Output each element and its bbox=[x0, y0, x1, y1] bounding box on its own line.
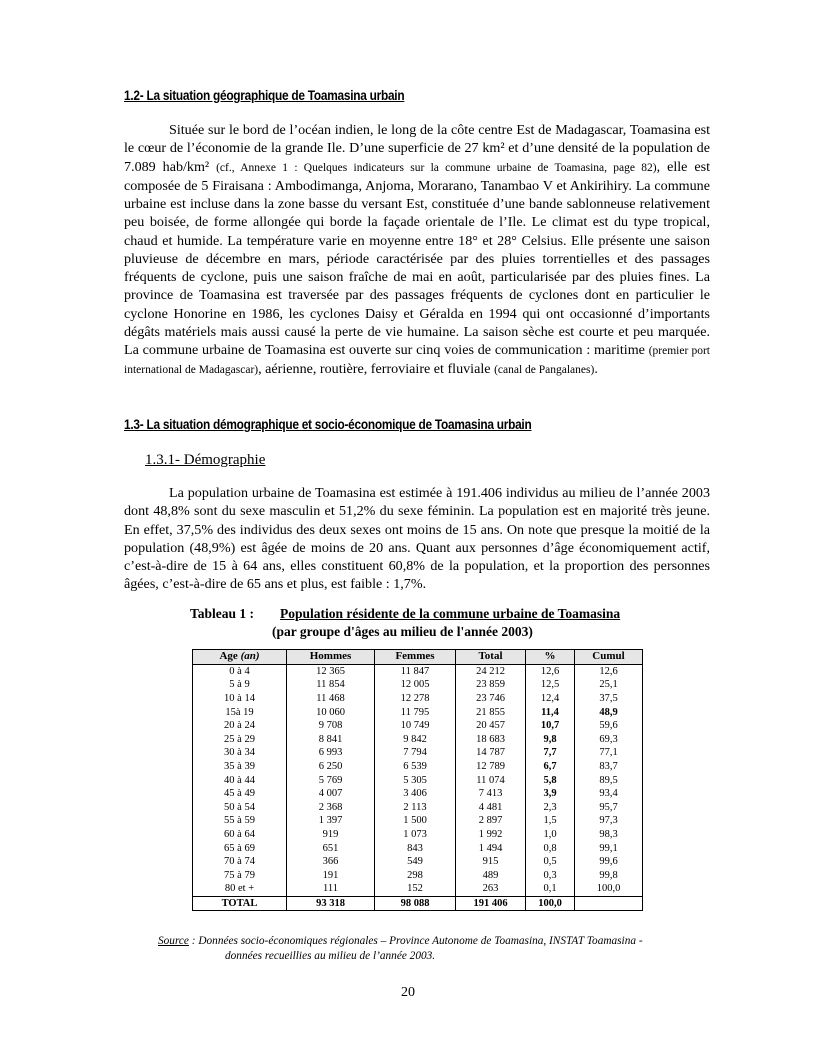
cell-percent: 0,5 bbox=[526, 855, 575, 869]
paragraph-text-mid: , aérienne, routière, ferroviaire et fluviale bbox=[258, 361, 495, 378]
cell-percent: 2,3 bbox=[526, 801, 575, 815]
cell-percent: 1,0 bbox=[526, 828, 575, 842]
cell-total: 23 746 bbox=[456, 692, 526, 706]
header-hommes: Hommes bbox=[287, 650, 375, 665]
cell-cumul: 89,5 bbox=[575, 773, 643, 787]
cell-femmes: 298 bbox=[375, 869, 456, 883]
table-row bbox=[193, 814, 643, 828]
table-row bbox=[193, 869, 643, 883]
cell-total: 1 992 bbox=[456, 828, 526, 842]
cell-cumul: 12,6 bbox=[575, 664, 643, 678]
cell-age: 35 à 39 bbox=[193, 760, 287, 774]
cell-hommes: 11 468 bbox=[287, 692, 375, 706]
cell-hommes: 5 769 bbox=[287, 773, 375, 787]
cell-total: 20 457 bbox=[456, 719, 526, 733]
cell-hommes: 191 bbox=[287, 869, 375, 883]
cell-total: 7 413 bbox=[456, 787, 526, 801]
table-body bbox=[193, 664, 643, 911]
note-maritime: (premier port international de Madagascar) bbox=[124, 345, 710, 377]
table-row bbox=[193, 760, 643, 774]
total-cell-age: TOTAL bbox=[193, 896, 287, 911]
section-heading-demographic: 1.3- La situation démographique et socio-économique de Toamasina urbain bbox=[124, 417, 532, 432]
cell-femmes: 549 bbox=[375, 855, 456, 869]
cell-cumul: 99,8 bbox=[575, 869, 643, 883]
table-row bbox=[193, 828, 643, 842]
cell-percent: 12,5 bbox=[526, 678, 575, 692]
source-label: Source bbox=[158, 935, 189, 947]
cell-femmes: 3 406 bbox=[375, 787, 456, 801]
cell-age: 50 à 54 bbox=[193, 801, 287, 815]
cell-age: 75 à 79 bbox=[193, 869, 287, 883]
population-table bbox=[192, 649, 643, 911]
cell-age: 70 à 74 bbox=[193, 855, 287, 869]
cell-percent: 0,1 bbox=[526, 882, 575, 896]
cell-total: 489 bbox=[456, 869, 526, 883]
table-row bbox=[193, 787, 643, 801]
cell-hommes: 6 250 bbox=[287, 760, 375, 774]
cell-age: 10 à 14 bbox=[193, 692, 287, 706]
cell-cumul: 25,1 bbox=[575, 678, 643, 692]
cell-total: 14 787 bbox=[456, 746, 526, 760]
table-row bbox=[193, 882, 643, 896]
cell-femmes: 843 bbox=[375, 841, 456, 855]
cell-femmes: 6 539 bbox=[375, 760, 456, 774]
subsection-heading-demography: 1.3.1- Démographie bbox=[145, 452, 266, 468]
cell-femmes: 11 847 bbox=[375, 664, 456, 678]
paragraph-geographic bbox=[124, 121, 710, 380]
cell-hommes: 651 bbox=[287, 841, 375, 855]
cell-hommes: 6 993 bbox=[287, 746, 375, 760]
cell-femmes: 10 749 bbox=[375, 719, 456, 733]
cell-cumul: 95,7 bbox=[575, 801, 643, 815]
cell-age: 45 à 49 bbox=[193, 787, 287, 801]
cell-cumul: 99,1 bbox=[575, 841, 643, 855]
cell-total: 4 481 bbox=[456, 801, 526, 815]
cell-percent: 6,7 bbox=[526, 760, 575, 774]
paragraph-text-cont: , elle est composée de 5 Firaisana : Ambodimanga, Anjoma, Morarano, Tanambao V et Ankirihiry. La commune urbaine est incluse dans la zone basse du versant Est, constituée d’une bande sablonneuse relativement peu boisée, de forme allongée qui borde la façade orientale de l’Ile. Le climat est du type tropical, chaud et humide. La température varie en moyenne entre 18° et 28° Celsius. Elle présente une saison pluvieuse de décembre en mars, période caractérisée par des pluies torrentielles et des passages fréquents de cyclone, puis une saison fraîche de mai en août, particularisée par des pluies fines. La province de Toamasina est traversée par des passages fréquents de cyclones dont en particulier le cyclone Honorine en 1986, les cyclones Daisy et Géralda en 1994 qui ont occasionné d’importants dégâts matériels mais aussi causé la perte de vie humaine. La saison sèche est courte et peu marquée. La commune urbaine de Toamasina est ouverte sur cinq voies de communication : maritime bbox=[124, 158, 710, 358]
cell-femmes: 11 795 bbox=[375, 705, 456, 719]
source-text: : Données socio-économiques régionales – Province Autonome de Toamasina, INSTAT Toamasina - bbox=[188, 935, 643, 947]
cell-femmes: 5 305 bbox=[375, 773, 456, 787]
total-cell-total: 191 406 bbox=[456, 896, 526, 911]
table-row bbox=[193, 664, 643, 678]
cell-percent: 12,4 bbox=[526, 692, 575, 706]
cell-age: 65 à 69 bbox=[193, 841, 287, 855]
cell-percent: 1,5 bbox=[526, 814, 575, 828]
cell-femmes: 12 278 bbox=[375, 692, 456, 706]
cell-hommes: 366 bbox=[287, 855, 375, 869]
header-total: Total bbox=[456, 650, 526, 665]
cell-total: 915 bbox=[456, 855, 526, 869]
cell-hommes: 11 854 bbox=[287, 678, 375, 692]
table-row bbox=[193, 746, 643, 760]
cell-percent: 3,9 bbox=[526, 787, 575, 801]
table-row bbox=[193, 705, 643, 719]
paragraph-demography bbox=[124, 484, 710, 594]
cell-hommes: 12 365 bbox=[287, 664, 375, 678]
cell-total: 11 074 bbox=[456, 773, 526, 787]
cell-total: 21 855 bbox=[456, 705, 526, 719]
cell-age: 25 à 29 bbox=[193, 733, 287, 747]
cell-cumul: 37,5 bbox=[575, 692, 643, 706]
cell-femmes: 9 842 bbox=[375, 733, 456, 747]
header-age: Age (an) bbox=[193, 650, 287, 665]
cell-hommes: 1 397 bbox=[287, 814, 375, 828]
table-row bbox=[193, 733, 643, 747]
cell-total: 263 bbox=[456, 882, 526, 896]
table-subtitle: (par groupe d'âges au milieu de l'année 2003) bbox=[272, 624, 533, 639]
cell-age: 40 à 44 bbox=[193, 773, 287, 787]
cell-hommes: 2 368 bbox=[287, 801, 375, 815]
cell-cumul: 77,1 bbox=[575, 746, 643, 760]
table-row bbox=[193, 855, 643, 869]
source-text-line2: données recueillies au milieu de l’année 2003. bbox=[225, 950, 436, 962]
cell-age: 0 à 4 bbox=[193, 664, 287, 678]
cell-age: 20 à 24 bbox=[193, 719, 287, 733]
cell-femmes: 7 794 bbox=[375, 746, 456, 760]
cell-total: 12 789 bbox=[456, 760, 526, 774]
cell-percent: 11,4 bbox=[526, 705, 575, 719]
cell-cumul: 59,6 bbox=[575, 719, 643, 733]
cell-age: 5 à 9 bbox=[193, 678, 287, 692]
cell-hommes: 919 bbox=[287, 828, 375, 842]
header-femmes: Femmes bbox=[375, 650, 456, 665]
cell-total: 24 212 bbox=[456, 664, 526, 678]
table-source bbox=[158, 934, 718, 964]
paragraph-text: La population urbaine de Toamasina est estimée à 191.406 individus au milieu de l’année 2003 dont 48,8% sont du sexe masculin et 51,2% du sexe féminin. La population est en majorité très jeune. En effet, 37,5% des individus des deux sexes ont moins de 15 ans. On note que presque la moitié de la population (48,9%) est âgée de moins de 20 ans. Quant aux personnes d’âge économiquement actif, c’est-à-dire de 15 à 64 ans, elles constituent 60,8% de la population, et la proportion des personnes âgées, c’est-à-dire de 65 ans et plus, est faible : 1,7%. bbox=[124, 485, 710, 593]
note-fluviale: (canal de Pangalanes) bbox=[494, 364, 595, 377]
table-row bbox=[193, 841, 643, 855]
total-cell-cumul bbox=[575, 896, 643, 911]
section-heading-geographic: 1.2- La situation géographique de Toamasina urbain bbox=[124, 88, 405, 103]
cell-femmes: 12 005 bbox=[375, 678, 456, 692]
table-row bbox=[193, 801, 643, 815]
cell-percent: 7,7 bbox=[526, 746, 575, 760]
cell-age: 55 à 59 bbox=[193, 814, 287, 828]
cell-hommes: 8 841 bbox=[287, 733, 375, 747]
table-row bbox=[193, 678, 643, 692]
cell-hommes: 4 007 bbox=[287, 787, 375, 801]
paragraph-text-end: . bbox=[594, 361, 598, 378]
cell-cumul: 93,4 bbox=[575, 787, 643, 801]
cell-percent: 10,7 bbox=[526, 719, 575, 733]
cell-total: 1 494 bbox=[456, 841, 526, 855]
cell-cumul: 98,3 bbox=[575, 828, 643, 842]
paragraph-text: Située sur le bord de l’océan indien, le long de la côte centre Est de Madagascar, Toamasina est le cœur de l’économie de la grande Ile. D’une superficie de 27 km² et d’une densité de la population de 7.089 hab/km² bbox=[124, 122, 710, 175]
cell-age: 80 et + bbox=[193, 882, 287, 896]
annex-reference: (cf., Annexe 1 : Quelques indicateurs sur la commune urbaine de Toamasina, page 82) bbox=[216, 161, 657, 174]
cell-femmes: 2 113 bbox=[375, 801, 456, 815]
cell-total: 2 897 bbox=[456, 814, 526, 828]
header-cumul: Cumul bbox=[575, 650, 643, 665]
table-label: Tableau 1 : bbox=[190, 606, 255, 621]
table-row bbox=[193, 692, 643, 706]
table-header-row bbox=[193, 650, 643, 665]
cell-femmes: 1 500 bbox=[375, 814, 456, 828]
table-row bbox=[193, 773, 643, 787]
cell-age: 30 à 34 bbox=[193, 746, 287, 760]
header-percent: % bbox=[526, 650, 575, 665]
cell-age: 15à 19 bbox=[193, 705, 287, 719]
cell-hommes: 9 708 bbox=[287, 719, 375, 733]
cell-percent: 5,8 bbox=[526, 773, 575, 787]
cell-percent: 0,3 bbox=[526, 869, 575, 883]
cell-cumul: 97,3 bbox=[575, 814, 643, 828]
cell-total: 18 683 bbox=[456, 733, 526, 747]
cell-femmes: 152 bbox=[375, 882, 456, 896]
cell-percent: 9,8 bbox=[526, 733, 575, 747]
cell-femmes: 1 073 bbox=[375, 828, 456, 842]
table-total-row bbox=[193, 896, 643, 911]
cell-percent: 12,6 bbox=[526, 664, 575, 678]
total-cell-hommes: 93 318 bbox=[287, 896, 375, 911]
cell-percent: 0,8 bbox=[526, 841, 575, 855]
cell-cumul: 100,0 bbox=[575, 882, 643, 896]
page-number: 20 bbox=[401, 985, 415, 1000]
cell-cumul: 99,6 bbox=[575, 855, 643, 869]
cell-hommes: 111 bbox=[287, 882, 375, 896]
total-cell-femmes: 98 088 bbox=[375, 896, 456, 911]
cell-age: 60 à 64 bbox=[193, 828, 287, 842]
table-row bbox=[193, 719, 643, 733]
cell-total: 23 859 bbox=[456, 678, 526, 692]
cell-cumul: 83,7 bbox=[575, 760, 643, 774]
cell-cumul: 48,9 bbox=[575, 705, 643, 719]
table-title: Population résidente de la commune urbaine de Toamasina bbox=[280, 606, 621, 621]
total-cell-percent: 100,0 bbox=[526, 896, 575, 911]
cell-cumul: 69,3 bbox=[575, 733, 643, 747]
cell-hommes: 10 060 bbox=[287, 705, 375, 719]
